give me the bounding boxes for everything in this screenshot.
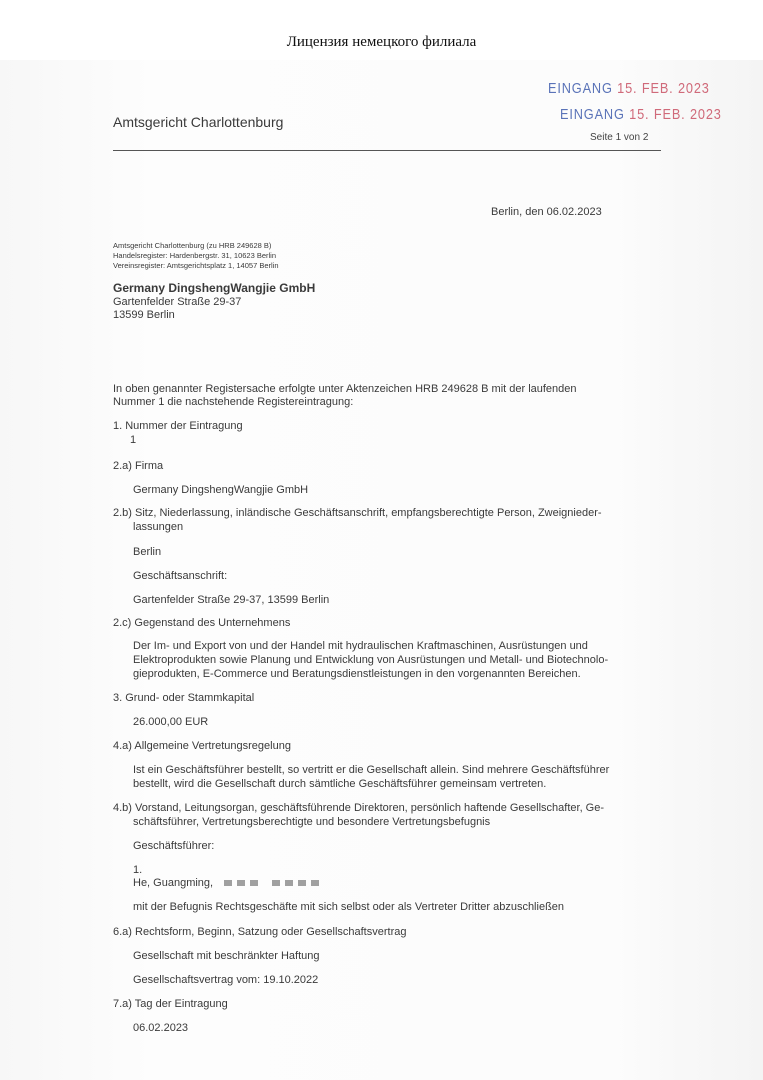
entry-value: bestellt, wird die Gesellschaft durch sämtliche Geschäftsführer gemeinsam vertreten. xyxy=(133,778,547,790)
sender-line: Vereinsregister: Amtsgerichtsplatz 1, 14057 Berlin xyxy=(113,261,279,270)
entry-heading: lassungen xyxy=(133,521,184,533)
entry-heading: 1. Nummer der Eintragung xyxy=(113,420,243,432)
entry-heading: 4.b) Vorstand, Leitungsorgan, geschäftsführende Direktoren, persönlich haftende Gesellschafter, Ge- xyxy=(113,802,605,814)
entry-heading: 2.c) Gegenstand des Unternehmens xyxy=(113,617,291,629)
date-line: Berlin, den 06.02.2023 xyxy=(491,206,602,218)
entry-value: 1 xyxy=(130,434,137,446)
entry-value: Gesellschaft mit beschränkter Haftung xyxy=(133,950,320,962)
entry-value: Germany DingshengWangjie GmbH xyxy=(133,484,309,496)
entry-value: mit der Befugnis Rechtsgeschäfte mit sich selbst oder als Vertreter Dritter abzuschließen xyxy=(133,901,565,913)
recipient-name: Germany DingshengWangjie GmbH xyxy=(113,281,316,295)
entry-heading: 2.b) Sitz, Niederlassung, inländische Geschäftsanschrift, empfangsberechtigte Person, Zweignieder- xyxy=(113,507,602,519)
director-name: He, Guangming, xyxy=(133,877,214,889)
entry-value: 1. xyxy=(133,864,143,876)
received-stamp xyxy=(548,80,710,97)
intro-text: In oben genannter Registersache erfolgte unter Aktenzeichen HRB 249628 B mit der laufenden xyxy=(113,383,577,395)
entry-value: Berlin xyxy=(133,546,162,558)
entry-value: Der Im- und Export von und der Handel mit hydraulischen Kraftmaschinen, Ausrüstungen und xyxy=(133,640,588,652)
entry-heading: 6.a) Rechtsform, Beginn, Satzung oder Gesellschaftsvertrag xyxy=(113,926,407,938)
entry-heading: schäftsführer, Vertretungsberechtigte und besondere Vertretungsbefugnis xyxy=(133,816,491,828)
sender-line: Handelsregister: Hardenbergstr. 31, 10623 Berlin xyxy=(113,251,277,260)
header-rule xyxy=(113,150,661,151)
caption: Лицензия немецкого филиала xyxy=(286,34,477,50)
entry-value: Gesellschaftsvertrag vom: 19.10.2022 xyxy=(133,974,319,986)
entry-value: Geschäftsanschrift: xyxy=(133,570,228,582)
court-header: Amtsgericht Charlottenburg xyxy=(113,114,284,130)
entry-heading: 2.a) Firma xyxy=(113,460,164,472)
entry-value xyxy=(133,877,319,890)
entry-value: 26.000,00 EUR xyxy=(133,716,209,728)
entry-heading: 7.a) Tag der Eintragung xyxy=(113,998,228,1010)
entry-value: gieprodukten, E-Commerce und Beratungsdienstleistungen in den vorgenannten Bereichen. xyxy=(133,668,581,680)
entry-heading: 4.a) Allgemeine Vertretungsregelung xyxy=(113,740,291,752)
entry-value: Gartenfelder Straße 29-37, 13599 Berlin xyxy=(133,594,330,606)
stamp-date: 15. FEB. 2023 xyxy=(629,106,722,123)
page-number: Seite 1 von 2 xyxy=(590,132,649,143)
redacted-text xyxy=(219,877,319,889)
received-stamp xyxy=(560,106,722,123)
stamp-word: EINGANG xyxy=(560,106,625,123)
entry-heading: 3. Grund- oder Stammkapital xyxy=(113,692,255,704)
entry-value: Elektroprodukten sowie Planung und Entwicklung von Ausrüstungen und Metall- und Biotechnolo- xyxy=(133,654,609,666)
sender-line: Amtsgericht Charlottenburg (zu HRB 249628 B) xyxy=(113,241,272,250)
entry-value: Geschäftsführer: xyxy=(133,840,215,852)
recipient-street: Gartenfelder Straße 29-37 xyxy=(113,296,242,308)
entry-value: 06.02.2023 xyxy=(133,1022,189,1034)
stamp-date: 15. FEB. 2023 xyxy=(617,80,710,97)
recipient-city: 13599 Berlin xyxy=(113,309,175,321)
entry-value: Ist ein Geschäftsführer bestellt, so vertritt er die Gesellschaft allein. Sind mehrere Geschäftsführer xyxy=(133,764,610,776)
intro-text: Nummer 1 die nachstehende Registereintragung: xyxy=(113,396,354,408)
stamp-word: EINGANG xyxy=(548,80,613,97)
